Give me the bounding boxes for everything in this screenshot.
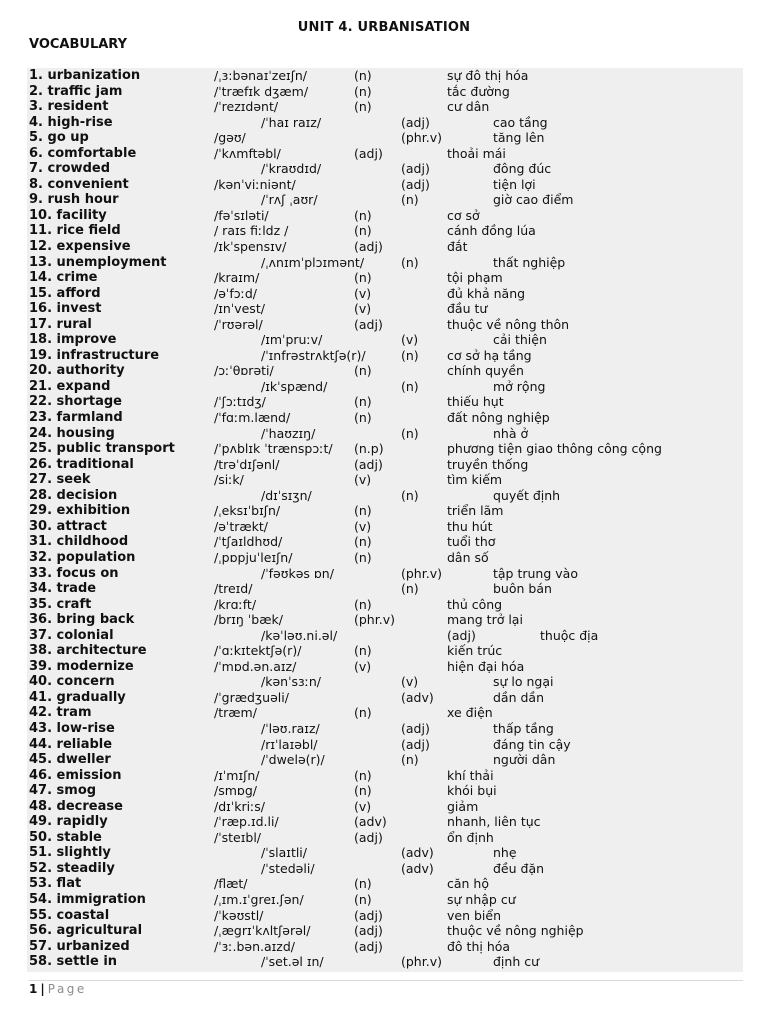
vocab-row xyxy=(29,721,741,737)
vocab-meaning: thuộc về nông thôn xyxy=(447,316,570,332)
vocab-pronunciation: /ˈmɒd.ən.aɪz/ xyxy=(214,658,297,674)
vocab-word: 50. stable xyxy=(29,829,102,845)
vocab-pronunciation: /fəˈsɪləti/ xyxy=(214,207,269,223)
vocab-pronunciation: /siːk/ xyxy=(214,472,244,488)
vocab-part-of-speech: (phr.v) xyxy=(354,612,395,628)
vocab-meaning: nhà ở xyxy=(493,425,529,441)
vocab-row xyxy=(29,581,741,597)
vocab-pronunciation: /ˈləʊ.raɪz/ xyxy=(261,720,320,736)
vocab-row xyxy=(29,674,741,690)
vocab-pronunciation: /ˈset.əl ɪn/ xyxy=(261,954,324,970)
vocab-pronunciation: /ˈkraʊdɪd/ xyxy=(261,161,322,177)
vocab-pronunciation: /ˈhaʊzɪŋ/ xyxy=(261,425,316,441)
vocab-part-of-speech: (v) xyxy=(354,472,372,488)
vocab-word: 52. steadily xyxy=(29,860,115,876)
vocab-pronunciation: /ˈpʌblɪk ˈtrænspɔːt/ xyxy=(214,441,333,457)
vocab-row xyxy=(29,503,741,519)
vocab-word: 36. bring back xyxy=(29,612,135,628)
vocab-meaning: đáng tin cậy xyxy=(493,736,571,752)
vocab-row xyxy=(29,705,741,721)
vocab-word: 5. go up xyxy=(29,130,89,146)
vocab-word: 10. facility xyxy=(29,207,107,223)
vocab-row xyxy=(29,363,741,379)
vocab-row xyxy=(29,348,741,364)
vocab-meaning: định cư xyxy=(493,954,540,970)
vocab-pronunciation: /ˌeksɪˈbɪʃn/ xyxy=(214,503,281,519)
vocab-row xyxy=(29,550,741,566)
vocab-meaning: tăng lên xyxy=(493,130,545,146)
vocab-part-of-speech: (n) xyxy=(354,549,372,565)
vocab-meaning: đất nông nghiệp xyxy=(447,410,550,426)
vocab-pronunciation: /əˈtrækt/ xyxy=(214,518,269,534)
vocab-row xyxy=(29,255,741,271)
vocab-row xyxy=(29,566,741,582)
vocab-part-of-speech: (adj) xyxy=(354,829,383,845)
vocab-part-of-speech: (n) xyxy=(354,643,372,659)
vocab-row xyxy=(29,332,741,348)
vocab-row xyxy=(29,130,741,146)
vocab-row xyxy=(29,876,741,892)
vocab-pronunciation: /ˈkʌmftəbl/ xyxy=(214,145,281,161)
vocab-meaning: dần dần xyxy=(493,689,545,705)
vocab-row xyxy=(29,426,741,442)
vocab-word: 31. childhood xyxy=(29,534,129,550)
vocab-row xyxy=(29,519,741,535)
vocab-pronunciation: /kraɪm/ xyxy=(214,270,260,286)
vocab-part-of-speech: (n) xyxy=(354,876,372,892)
vocab-part-of-speech: (n) xyxy=(354,891,372,907)
vocab-meaning: dân số xyxy=(447,549,489,565)
vocab-meaning: đều đặn xyxy=(493,860,545,876)
vocab-word: 40. concern xyxy=(29,674,115,690)
vocab-pronunciation: /ˈræp.ɪd.li/ xyxy=(214,814,279,830)
vocab-word: 51. slightly xyxy=(29,845,111,861)
vocab-pronunciation: /ˈstedəli/ xyxy=(261,860,315,876)
vocab-pronunciation: /brɪŋ ˈbæk/ xyxy=(214,612,283,628)
vocab-row xyxy=(29,939,741,955)
vocab-word: 2. traffic jam xyxy=(29,83,123,99)
vocab-part-of-speech: (adj) xyxy=(354,938,383,954)
vocab-part-of-speech: (n) xyxy=(401,752,419,768)
vocab-part-of-speech: (v) xyxy=(354,301,372,317)
vocab-row xyxy=(29,457,741,473)
page-title: UNIT 4. URBANISATION xyxy=(297,20,471,35)
vocab-part-of-speech: (n) xyxy=(401,378,419,394)
vocab-row xyxy=(29,954,741,970)
vocab-row xyxy=(29,861,741,877)
vocab-pronunciation: /træm/ xyxy=(214,705,257,721)
vocab-word: 37. colonial xyxy=(29,627,114,643)
vocab-part-of-speech: (adj) xyxy=(401,720,430,736)
vocab-word: 35. craft xyxy=(29,596,92,612)
vocab-row xyxy=(29,192,741,208)
vocab-word: 13. unemployment xyxy=(29,254,167,270)
vocab-row xyxy=(29,768,741,784)
vocab-pronunciation: /ˌɪm.ɪˈgreɪ.ʃən/ xyxy=(214,891,304,907)
vocab-meaning: mở rộng xyxy=(493,378,546,394)
page-footer xyxy=(29,982,87,996)
vocab-meaning: thấp tầng xyxy=(493,720,554,736)
vocab-row xyxy=(29,99,741,115)
vocab-meaning: đô thị hóa xyxy=(447,938,511,954)
vocab-part-of-speech: (n) xyxy=(401,192,419,208)
vocab-row xyxy=(29,472,741,488)
vocab-pronunciation: /smɒg/ xyxy=(214,783,257,799)
vocab-row xyxy=(29,270,741,286)
vocab-meaning: cơ sở xyxy=(447,207,480,223)
vocab-word: 3. resident xyxy=(29,99,109,115)
vocab-pronunciation: /ˈrʊərəl/ xyxy=(214,316,263,332)
vocab-meaning: ổn định xyxy=(447,829,494,845)
vocab-part-of-speech: (n) xyxy=(354,207,372,223)
vocab-row xyxy=(29,317,741,333)
vocab-meaning: cánh đồng lúa xyxy=(447,223,536,239)
vocab-part-of-speech: (n) xyxy=(354,68,372,83)
vocab-pronunciation: /ɪnˈvest/ xyxy=(214,301,265,317)
vocab-word: 20. authority xyxy=(29,363,125,379)
vocab-part-of-speech: (n) xyxy=(354,270,372,286)
page-label: Page xyxy=(47,982,87,996)
vocab-word: 25. public transport xyxy=(29,441,175,457)
vocab-row xyxy=(29,488,741,504)
vocab-pronunciation: /əˈfɔːd/ xyxy=(214,285,257,301)
vocab-row xyxy=(29,830,741,846)
vocab-word: 1. urbanization xyxy=(29,68,141,83)
vocab-pronunciation: /kənˈsɜːn/ xyxy=(261,674,322,690)
vocab-row xyxy=(29,628,741,644)
vocab-word: 23. farmland xyxy=(29,410,123,426)
vocab-meaning: giờ cao điểm xyxy=(493,192,574,208)
vocab-word: 42. tram xyxy=(29,705,92,721)
vocab-part-of-speech: (n) xyxy=(354,596,372,612)
vocab-row xyxy=(29,659,741,675)
vocab-row xyxy=(29,68,741,84)
vocab-pronunciation: /gəʊ/ xyxy=(214,130,246,146)
vocab-meaning: cơ sở hạ tầng xyxy=(447,347,532,363)
vocab-word: 26. traditional xyxy=(29,456,134,472)
vocab-part-of-speech: (n) xyxy=(401,581,419,597)
vocab-pronunciation: /ɪmˈpruːv/ xyxy=(261,332,323,348)
vocab-word: 18. improve xyxy=(29,332,117,348)
vocab-part-of-speech: (adj) xyxy=(354,239,383,255)
vocab-word: 53. flat xyxy=(29,876,82,892)
vocab-pronunciation: /ˌʌnɪmˈplɔɪmənt/ xyxy=(261,254,365,270)
vocab-part-of-speech: (n) xyxy=(354,83,372,99)
vocab-word: 12. expensive xyxy=(29,239,131,255)
vocab-pronunciation: /kəˈləʊ.ni.əl/ xyxy=(261,627,338,643)
vocab-part-of-speech: (v) xyxy=(354,518,372,534)
vocab-meaning: thoải mái xyxy=(447,145,506,161)
vocab-pronunciation: /ˈsteɪbl/ xyxy=(214,829,262,845)
vocab-meaning: nhanh, liên tục xyxy=(447,814,541,830)
vocab-pronunciation: /ɪkˈspensɪv/ xyxy=(214,239,287,255)
vocab-meaning: hiện đại hóa xyxy=(447,658,525,674)
vocab-meaning: tập trung vào xyxy=(493,565,578,581)
vocab-part-of-speech: (n) xyxy=(354,223,372,239)
vocab-part-of-speech: (v) xyxy=(354,798,372,814)
vocab-pronunciation: /flæt/ xyxy=(214,876,248,892)
vocab-pronunciation: /ˌɜ:bənaɪˈzeɪʃn/ xyxy=(214,68,308,83)
vocab-word: 33. focus on xyxy=(29,565,119,581)
vocab-word: 56. agricultural xyxy=(29,923,143,939)
vocab-meaning: tắc đường xyxy=(447,83,510,99)
vocab-meaning: người dân xyxy=(493,752,556,768)
vocab-word: 16. invest xyxy=(29,301,102,317)
vocab-part-of-speech: (n) xyxy=(354,783,372,799)
vocab-word: 24. housing xyxy=(29,425,115,441)
vocab-part-of-speech: (n) xyxy=(354,394,372,410)
vocab-word: 43. low-rise xyxy=(29,720,115,736)
vocab-word: 6. comfortable xyxy=(29,145,137,161)
vocab-row xyxy=(29,239,741,255)
footer-divider xyxy=(29,980,743,981)
vocab-pronunciation: /ɪˈmɪʃn/ xyxy=(214,767,260,783)
vocab-meaning: thất nghiệp xyxy=(493,254,566,270)
vocab-row xyxy=(29,814,741,830)
vocab-word: 28. decision xyxy=(29,487,118,503)
vocab-part-of-speech: (adj) xyxy=(401,176,430,192)
vocab-word: 44. reliable xyxy=(29,736,113,752)
vocab-row xyxy=(29,690,741,706)
vocab-meaning: cải thiện xyxy=(493,332,547,348)
vocab-part-of-speech: (v) xyxy=(354,658,372,674)
vocab-part-of-speech: (n) xyxy=(354,99,372,115)
vocab-word: 39. modernize xyxy=(29,658,134,674)
vocab-part-of-speech: (adj) xyxy=(401,736,430,752)
vocab-part-of-speech: (n) xyxy=(354,410,372,426)
vocab-word: 19. infrastructure xyxy=(29,347,160,363)
vocab-meaning: ven biển xyxy=(447,907,502,923)
vocab-pronunciation: /dɪˈsɪʒn/ xyxy=(261,487,312,503)
vocab-row xyxy=(29,223,741,239)
vocab-pronunciation: /ˌægrɪˈkʌltʃərəl/ xyxy=(214,923,311,939)
vocab-part-of-speech: (adj) xyxy=(401,114,430,130)
vocab-pronunciation: /ˈʃɔːtɪdʒ/ xyxy=(214,394,266,410)
vocab-pronunciation: /ˈfɑːm.lænd/ xyxy=(214,410,291,426)
vocab-meaning: mang trở lại xyxy=(447,612,523,628)
vocab-word: 57. urbanized xyxy=(29,938,130,954)
vocab-pronunciation: /dɪˈkriːs/ xyxy=(214,798,266,814)
vocab-pronunciation: /ˈrʌʃ ˌaʊr/ xyxy=(261,192,318,208)
vocab-row xyxy=(29,612,741,628)
vocab-meaning: thuộc về nông nghiệp xyxy=(447,923,584,939)
vocab-meaning: thu hút xyxy=(447,518,493,534)
vocab-meaning: cư dân xyxy=(447,99,490,115)
vocab-meaning: sự đô thị hóa xyxy=(447,68,529,83)
vocab-meaning: khí thải xyxy=(447,767,494,783)
vocab-row xyxy=(29,115,741,131)
vocab-meaning: triển lãm xyxy=(447,503,504,519)
vocab-word: 11. rice field xyxy=(29,223,121,239)
vocab-pronunciation: /ˈɑːkɪtektʃə(r)/ xyxy=(214,643,302,659)
vocab-row xyxy=(29,799,741,815)
vocab-word: 47. smog xyxy=(29,783,97,799)
vocab-meaning: đắt xyxy=(447,239,468,255)
vocab-pronunciation: /ˈrezɪdənt/ xyxy=(214,99,279,115)
vocab-meaning: phương tiện giao thông công cộng xyxy=(447,441,662,457)
vocab-meaning: cao tầng xyxy=(493,114,548,130)
vocab-row xyxy=(29,737,741,753)
vocab-part-of-speech: (phr.v) xyxy=(401,954,442,970)
vocab-row xyxy=(29,597,741,613)
vocab-pronunciation: /ˈtʃaɪldhʊd/ xyxy=(214,534,283,550)
vocab-word: 22. shortage xyxy=(29,394,122,410)
vocab-pronunciation: /ˈtræfɪk dʒæm/ xyxy=(214,83,309,99)
vocab-word: 7. crowded xyxy=(29,161,110,177)
vocab-row xyxy=(29,301,741,317)
vocab-pronunciation: /treɪd/ xyxy=(214,581,253,597)
vocab-meaning: khói bụi xyxy=(447,783,497,799)
vocab-meaning: quyết định xyxy=(493,487,561,503)
vocab-row xyxy=(29,783,741,799)
vocab-meaning: đầu tư xyxy=(447,301,488,317)
vocab-pronunciation: /ˈgrædʒuəli/ xyxy=(214,689,289,705)
vocab-row xyxy=(29,84,741,100)
vocab-part-of-speech: (adj) xyxy=(354,907,383,923)
vocab-word: 54. immigration xyxy=(29,891,146,907)
vocab-part-of-speech: (n) xyxy=(354,534,372,550)
vocab-part-of-speech: (v) xyxy=(401,674,419,690)
vocab-meaning: giảm xyxy=(447,798,479,814)
vocab-part-of-speech: (n) xyxy=(354,767,372,783)
vocab-word: 45. dweller xyxy=(29,752,111,768)
vocab-word: 27. seek xyxy=(29,472,91,488)
vocab-row xyxy=(29,208,741,224)
vocab-row xyxy=(29,845,741,861)
vocab-meaning: thuộc địa xyxy=(540,627,599,643)
vocab-meaning: xe điện xyxy=(447,705,493,721)
vocab-meaning: chính quyền xyxy=(447,363,524,379)
vocab-word: 17. rural xyxy=(29,316,92,332)
vocab-part-of-speech: (adj) xyxy=(354,923,383,939)
vocab-word: 46. emission xyxy=(29,767,122,783)
vocabulary-list xyxy=(29,68,741,970)
vocab-part-of-speech: (phr.v) xyxy=(401,565,442,581)
vocab-part-of-speech: (n) xyxy=(401,254,419,270)
vocab-meaning: tuổi thơ xyxy=(447,534,496,550)
vocab-part-of-speech: (adj) xyxy=(354,145,383,161)
vocab-meaning: sự lo ngại xyxy=(493,674,554,690)
section-heading-vocabulary: VOCABULARY xyxy=(29,37,128,52)
vocab-word: 15. afford xyxy=(29,285,101,301)
vocab-word: 58. settle in xyxy=(29,954,118,970)
vocab-meaning: căn hộ xyxy=(447,876,489,892)
vocab-part-of-speech: (n.p) xyxy=(354,441,384,457)
vocab-pronunciation: /ˌpɒpjuˈleɪʃn/ xyxy=(214,549,293,565)
vocab-row xyxy=(29,410,741,426)
vocab-row xyxy=(29,177,741,193)
vocab-meaning: buôn bán xyxy=(493,581,552,597)
vocab-word: 9. rush hour xyxy=(29,192,119,208)
vocab-part-of-speech: (v) xyxy=(401,332,419,348)
vocab-pronunciation: /ˈɪnfrəstrʌktʃə(r)/ xyxy=(261,347,366,363)
vocab-pronunciation: /ɔːˈθɒrəti/ xyxy=(214,363,274,379)
vocab-row xyxy=(29,923,741,939)
vocab-word: 29. exhibition xyxy=(29,503,131,519)
vocab-word: 14. crime xyxy=(29,270,98,286)
vocab-row xyxy=(29,892,741,908)
vocab-part-of-speech: (adv) xyxy=(401,689,434,705)
vocab-pronunciation: /ˈslaɪtli/ xyxy=(261,845,307,861)
vocab-part-of-speech: (n) xyxy=(401,487,419,503)
vocab-part-of-speech: (v) xyxy=(354,285,372,301)
vocab-meaning: đông đúc xyxy=(493,161,552,177)
vocab-row xyxy=(29,643,741,659)
vocab-meaning: nhẹ xyxy=(493,845,517,861)
vocab-part-of-speech: (adv) xyxy=(401,845,434,861)
vocab-meaning: thiếu hụt xyxy=(447,394,504,410)
vocab-pronunciation: /ɪkˈspænd/ xyxy=(261,378,328,394)
vocab-row xyxy=(29,534,741,550)
vocab-part-of-speech: (n) xyxy=(354,705,372,721)
vocab-meaning: kiến trúc xyxy=(447,643,503,659)
vocab-row xyxy=(29,286,741,302)
vocab-meaning: thủ công xyxy=(447,596,503,612)
vocab-pronunciation: /ˈhaɪ raɪz/ xyxy=(261,114,322,130)
vocab-pronunciation: /krɑːft/ xyxy=(214,596,257,612)
vocab-pronunciation: /ˈfəʊkəs ɒn/ xyxy=(261,565,334,581)
vocab-word: 30. attract xyxy=(29,518,107,534)
vocab-row xyxy=(29,379,741,395)
vocab-part-of-speech: (adj) xyxy=(354,456,383,472)
vocab-row xyxy=(29,441,741,457)
vocab-meaning: truyền thống xyxy=(447,456,529,472)
vocab-part-of-speech: (phr.v) xyxy=(401,130,442,146)
vocab-pronunciation: /ˈdwelə(r)/ xyxy=(261,752,325,768)
vocab-pronunciation: /ˈɜː.bən.aɪzd/ xyxy=(214,938,296,954)
vocab-meaning: đủ khả năng xyxy=(447,285,526,301)
vocab-word: 49. rapidly xyxy=(29,814,108,830)
vocab-word: 21. expand xyxy=(29,378,111,394)
vocab-part-of-speech: (adj) xyxy=(401,161,430,177)
vocab-row xyxy=(29,752,741,768)
vocab-meaning: sự nhập cư xyxy=(447,891,516,907)
vocab-row xyxy=(29,908,741,924)
page-number: 1 xyxy=(29,982,38,996)
vocab-pronunciation: /kənˈviːniənt/ xyxy=(214,176,296,192)
vocab-part-of-speech: (n) xyxy=(401,425,419,441)
footer-separator: | xyxy=(40,982,45,996)
vocab-pronunciation: /trəˈdɪʃənl/ xyxy=(214,456,280,472)
vocab-meaning: tìm kiếm xyxy=(447,472,503,488)
vocab-part-of-speech: (adj) xyxy=(447,627,476,643)
vocab-word: 4. high-rise xyxy=(29,114,113,130)
vocab-part-of-speech: (adv) xyxy=(401,860,434,876)
vocab-part-of-speech: (n) xyxy=(354,363,372,379)
vocab-pronunciation: / raɪs fiːldz / xyxy=(214,223,289,239)
vocab-word: 32. population xyxy=(29,549,136,565)
vocab-row xyxy=(29,146,741,162)
vocab-word: 48. decrease xyxy=(29,798,123,814)
vocab-row xyxy=(29,161,741,177)
vocab-word: 55. coastal xyxy=(29,907,110,923)
vocab-word: 41. gradually xyxy=(29,689,126,705)
vocab-pronunciation: /rɪˈlaɪəbl/ xyxy=(261,736,318,752)
vocab-part-of-speech: (n) xyxy=(401,347,419,363)
vocab-part-of-speech: (adv) xyxy=(354,814,387,830)
vocab-part-of-speech: (adj) xyxy=(354,316,383,332)
vocab-part-of-speech: (n) xyxy=(354,503,372,519)
vocab-meaning: tiện lợi xyxy=(493,176,536,192)
vocab-meaning: tội phạm xyxy=(447,270,503,286)
vocab-pronunciation: /ˈkəʊstl/ xyxy=(214,907,264,923)
vocab-word: 8. convenient xyxy=(29,176,129,192)
vocab-row xyxy=(29,394,741,410)
vocab-word: 38. architecture xyxy=(29,643,147,659)
vocab-word: 34. trade xyxy=(29,581,97,597)
